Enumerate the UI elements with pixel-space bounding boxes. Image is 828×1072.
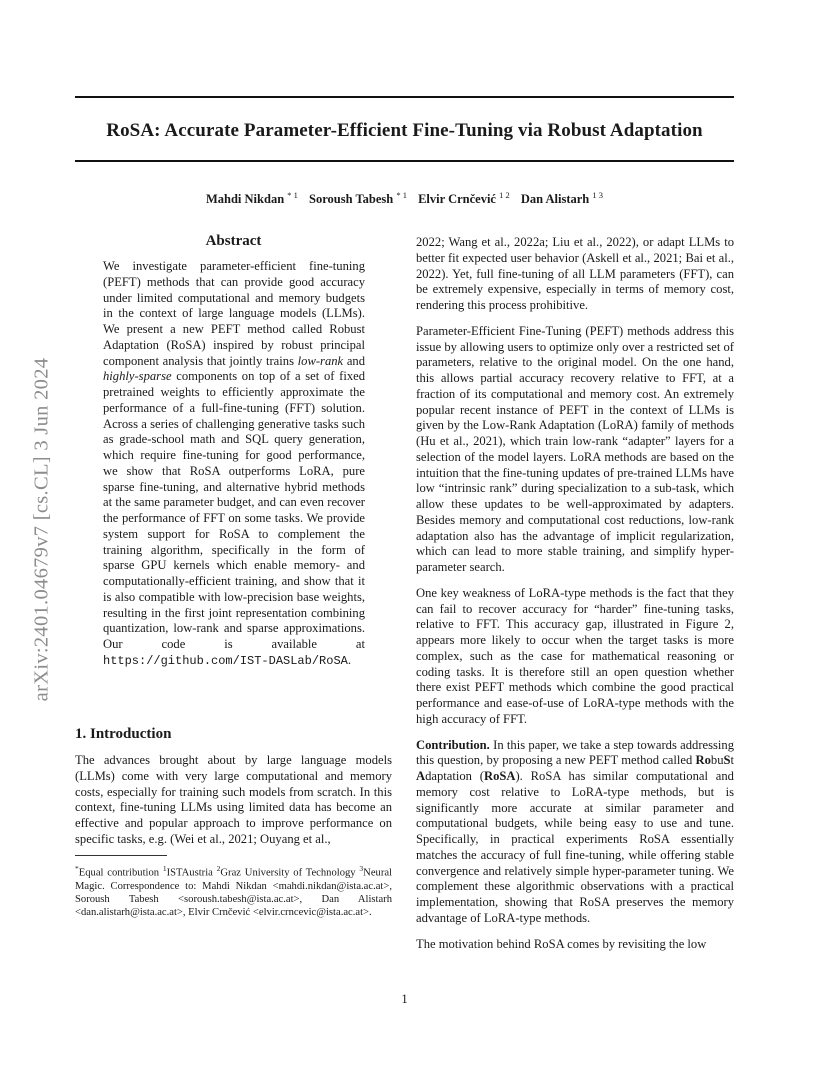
- abstract-text: We investigate parameter-efficient fine-tuning (PEFT) methods that can provide good accuracy under limited computational and memory budgets in the context of large language models (LLMs). We present a new PEFT method called Robust Adaptation (RoSA) inspired by robust principal component analysis that jointly trains low-rank and highly-sparse components on top of a set of fixed pretrained weights to efficiently approximate the performance of a full-fine-tuning (FFT) solution. Across a series of challenging generative tasks such as grade-school math and SQL query generation, which require fine-tuning for good performance, we show that RoSA outperforms LoRA, pure sparse fine-tuning, and alternative hybrid methods at the same parameter budget, and can even recover the performance of FFT on some tasks. We provide system support for RoSA to complement the training algorithm, specifically in the form of sparse GPU kernels which enable memory- and computationally-efficient training, and show that it is also compatible with low-precision base weights, resulting in the first joint representation combining quantization, low-rank and sparse approximations. Our code is available at https://github.com/IST-DASLab/RoSA.: [103, 259, 365, 668]
- author: Dan Alistarh $^{1 3}$: [520, 190, 604, 207]
- footnote-rule: [75, 855, 167, 856]
- paper-title: RoSA: Accurate Parameter-Efficient Fine-Tuning via Robust Adaptation: [106, 120, 703, 141]
- arxiv-stamp: arXiv:2401.04679v7 [cs.CL] 3 Jun 2024: [30, 357, 53, 702]
- author-list: [75, 190, 734, 207]
- author: Mahdi Nikdan $^{* 1}$: [205, 190, 298, 207]
- top-rule: [75, 96, 734, 98]
- code-link[interactable]: https://github.com/IST-DASLab/RoSA: [103, 653, 348, 668]
- page-number: 1: [401, 992, 408, 1006]
- paragraph: Parameter-Efficient Fine-Tuning (PEFT) methods address this issue by allowing users to optimize only over a restricted set of parameters, relative to the original model. On the one hand, this allows partial accuracy recovery relative to FFT, at a fraction of its computational and memory cost. An extremely popular recent instance of PEFT in the context of LLMs is given by the Low-Rank Adaptation (LoRA) family of methods (Hu et al., 2021), which train low-rank “adapter” layers for a selection of the model layers. LoRA methods are based on the intuition that the fine-tuning updates of pre-trained LLMs have low “intrinsic rank” during specialization to a sub-task, which allow these updates to be well-approximated by adapters. Besides memory and computational cost reductions, low-rank adaptation also has the advantage of implicit regularization, which can lead to more stable training, and simplify hyper-parameter search.: [416, 323, 734, 574]
- section-heading-introduction: 1. Introduction: [75, 726, 172, 742]
- author: Elvir Crnčević $^{1 2}$: [418, 190, 510, 207]
- author: Soroush Tabesh $^{* 1}$: [309, 190, 407, 207]
- title-bottom-rule: [75, 160, 734, 162]
- intro-paragraph: The advances brought about by large language models (LLMs) come with very large computational and memory costs, especially for training such models from scratch. In this context, fine-tuning LLMs using limited data has become an effective and popular approach to improve performance on specific tasks, e.g. (Wei et al., 2021; Ouyang et al.,: [75, 753, 392, 846]
- footnote: *Equal contribution $^1$ISTAustria $^2$Graz University of Technology $^3$Neural Magic. Correspondence to: Mahdi Nikdan <mahdi.nikdan@ista.ac.at>, Soroush Tabesh <soroush.tabesh@ista.ac.at>, Dan Alistarh <dan.alistarh@ista.ac.at>, Elvir Crnčević <elvir.crncevic@ista.ac.at>.: [75, 864, 392, 919]
- right-column: [416, 235, 734, 962]
- contribution-paragraph: Contribution. In this paper, we take a step towards addressing this question, by proposing a new PEFT method called RobuSt Adaptation (RoSA). RoSA has similar computational and memory cost relative to LoRA-type methods, but is significantly more accurate at similar parameter and computational budgets, while being easy to use and tune. Specifically, in practical experiments RoSA essentially matches the accuracy of full fine-tuning, while offering stable convergence and relatively simple hyper-parameter tuning. We complement these algorithmic observations with a practical implementation, showing that RoSA preserves the memory advantage of LoRA-type methods.: [416, 737, 734, 925]
- paragraph: 2022; Wang et al., 2022a; Liu et al., 2022), or adapt LLMs to better fit expected user behavior (Askell et al., 2021; Bai et al., 2022). Yet, full fine-tuning of all LLM parameters (FFT), can be extremely expensive, especially in terms of memory cost, rendering this process prohibitive.: [416, 235, 734, 312]
- paragraph: One key weakness of LoRA-type methods is the fact that they can fail to recover accuracy for “harder” fine-tuning tasks, relative to FFT. This accuracy gap, illustrated in Figure 2, appears more likely to occur when the target tasks is more complex, such as the case for mathematical reasoning or coding tasks. It is therefore still an open question whether there exist PEFT methods which combine the good practical performance and ease-of-use of LoRA-type methods with the high accuracy of FFT.: [416, 585, 734, 726]
- paragraph: The motivation behind RoSA comes by revisiting the low: [416, 936, 707, 951]
- abstract-heading: Abstract: [205, 233, 262, 249]
